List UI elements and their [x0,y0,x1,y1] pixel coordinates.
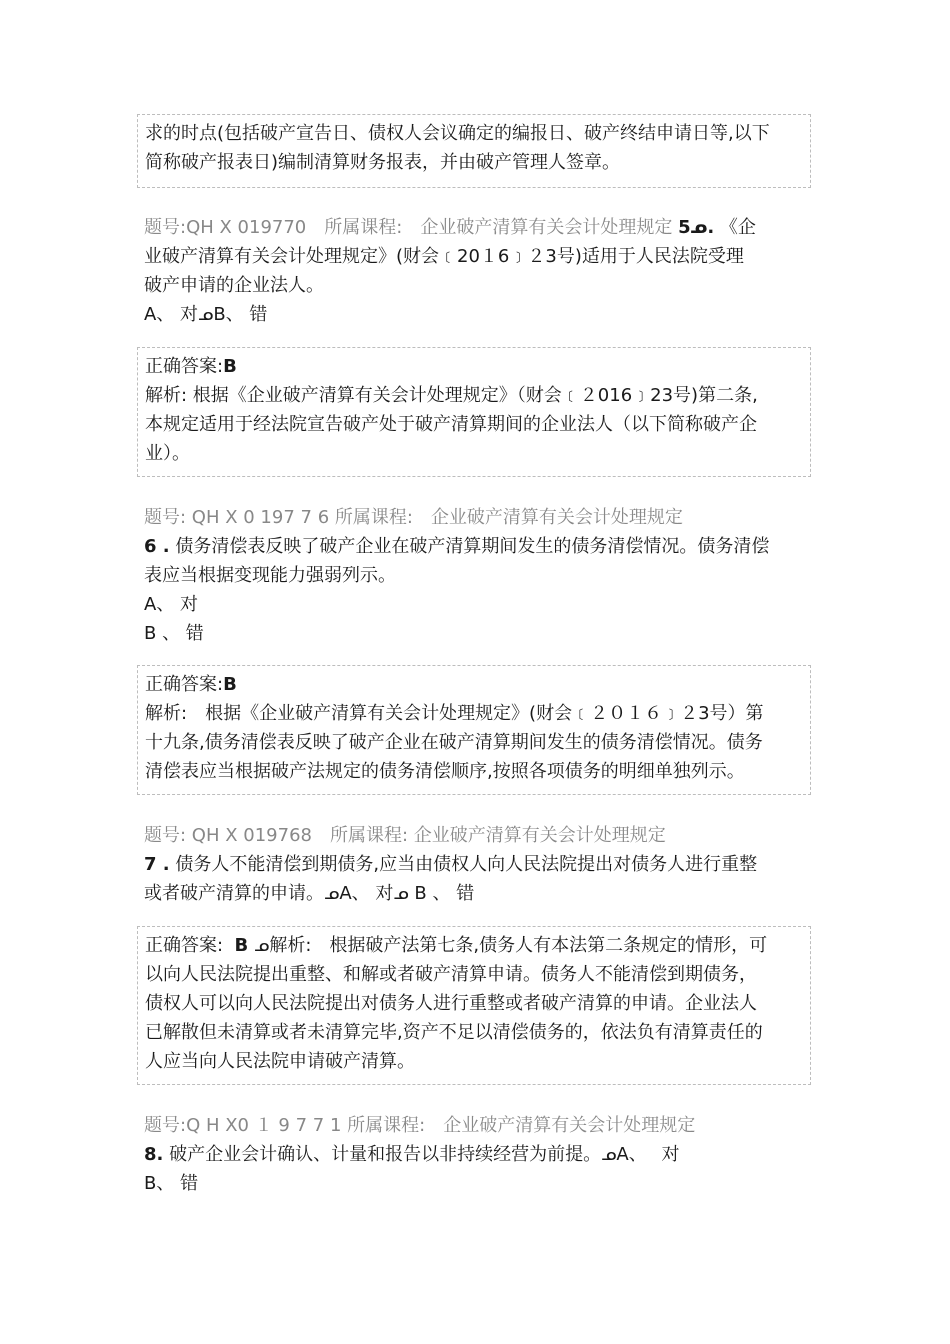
explanation-line: 解析: 根据《企业破产清算有关会计处理规定》（财会﹝２016﹞23号)第二条, [145,385,758,406]
question-text: 债务人不能清偿到期债务,应当由债权人向人民法院提出对债务人进行重整 [169,854,758,875]
answer-value: B [234,935,249,956]
explanation-line: ᓄ解析: 根据破产法第七条,债务人有本法第二条规定的情形，可 [248,935,768,956]
question-number: 5ᓄ. [678,217,715,238]
option-a: A、 对 [144,594,199,615]
explanation-line: 债权人可以向人民法院提出对债务人进行重整或者破产清算的申请。企业法人 [145,993,757,1014]
question-5 [144,213,814,329]
answer-box-6 [137,665,811,795]
question-options: 或者破产清算的申请。ᓄA、 对ᓄ B 、 错 [144,883,475,904]
explanation-line: 清偿表应当根据破产法规定的债务清偿顺序,按照各项债务的明细单独列示。 [145,761,745,782]
question-meta: 题号:Q H X0 １ 9 7 7 1 所属课程: 企业破产清算有关会计处理规定 [144,1115,696,1136]
answer-box-5 [137,347,811,477]
answer-label: 正确答案: [145,356,224,377]
explanation-line: 人应当向人民法院申请破产清算。 [145,1051,415,1072]
question-text: 破产企业会计确认、计量和报告以非持续经营为前提。ᓄA、 对 [163,1144,680,1165]
explanation-line: 业）。 [145,443,190,464]
question-meta: 题号: QH X 019768 所属课程: 企业破产清算有关会计处理规定 [144,825,666,846]
explanation-line: 以向人民法院提出重整、和解或者破产清算申请。债务人不能清偿到期债务， [145,964,757,985]
text-line: 求的时点(包括破产宣告日、债权人会议确定的编报日、破产终结申请日等,以下 [145,123,770,144]
explanation-line: 解析: 根据《企业破产清算有关会计处理规定》(财会﹝２０１６﹞２3号）第 [145,703,764,724]
question-text: 债务清偿表反映了破产企业在破产清算期间发生的债务清偿情况。债务清偿 [169,536,770,557]
answer-value: B [223,356,237,377]
explanation-line: 本规定适用于经法院宣告破产处于破产清算期间的企业法人（以下简称破产企 [145,414,757,435]
question-7 [144,821,814,908]
option-b: B 、 错 [144,623,204,644]
question-number: 6 . [144,536,170,557]
answer-box-7 [137,926,811,1085]
option-b: B、 错 [144,1173,199,1194]
question-text: 表应当根据变现能力强弱列示。 [144,565,396,586]
explanation-line: 已解散但未清算或者未清算完毕,资产不足以清偿债务的，依法负有清算责任的 [145,1022,763,1043]
question-options: A、 对ᓄB、 错 [144,304,268,325]
answer-label: 正确答案: [145,935,224,956]
question-text: 《企 [719,217,756,238]
explanation-box-continued [137,114,811,188]
question-number: 8. [144,1144,164,1165]
answer-value: B [223,674,237,695]
question-meta: 题号:QH X 019770 所属课程: 企业破产清算有关会计处理规定 [144,217,673,238]
question-text: 业破产清算有关会计处理规定》(财会﹝20１6﹞２3号)适用于人民法院受理 [144,246,744,267]
text-line: 简称破产报表日)编制清算财务报表，并由破产管理人签章。 [145,152,621,173]
explanation-line: 十九条,债务清偿表反映了破产企业在破产清算期间发生的债务清偿情况。债务 [145,732,763,753]
answer-label: 正确答案: [145,674,224,695]
question-text: 破产申请的企业法人。 [144,275,324,296]
question-6 [144,503,814,648]
question-8 [144,1111,814,1198]
question-meta: 题号: QH X 0 197 7 6 所属课程: 企业破产清算有关会计处理规定 [144,507,683,528]
question-number: 7 . [144,854,170,875]
